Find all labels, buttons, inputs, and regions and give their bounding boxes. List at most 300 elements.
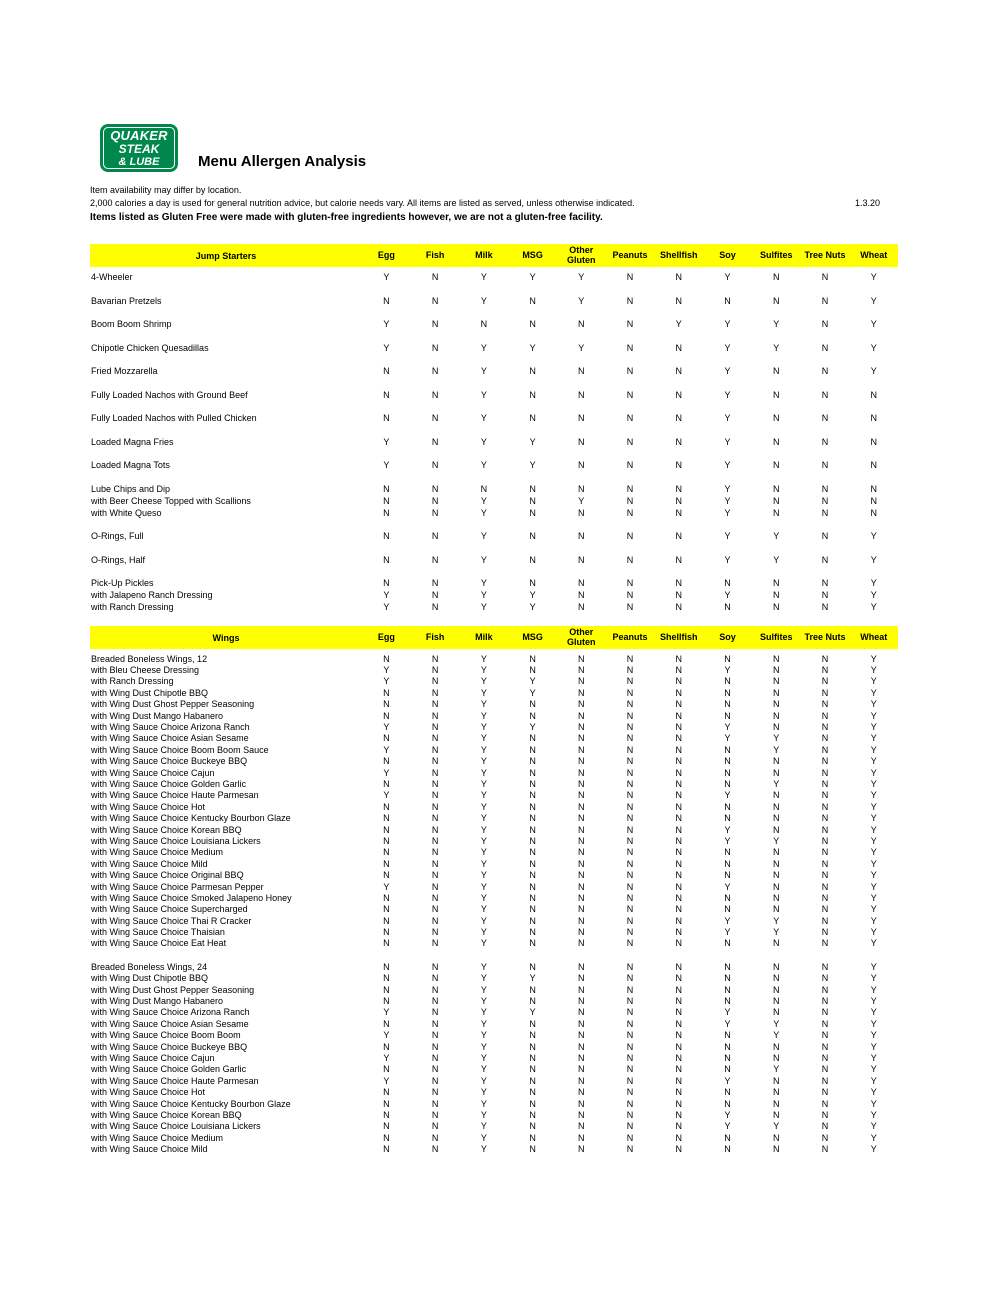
allergen-flag: N (529, 1064, 536, 1075)
allergen-flag: Y (870, 722, 877, 733)
allergen-flag: N (675, 531, 683, 541)
allergen-flag: Y (870, 870, 877, 881)
table-row (90, 318, 898, 330)
table-row (90, 687, 898, 698)
allergen-flag: N (383, 295, 390, 306)
allergen-flag: N (529, 824, 536, 835)
table-row (90, 412, 898, 424)
table-row (90, 601, 898, 613)
allergen-flag: N (431, 710, 439, 721)
allergen-flag: N (724, 756, 731, 767)
allergen-flag: N (772, 961, 780, 972)
allergen-flag: Y (480, 460, 487, 470)
allergen-flag: N (675, 389, 683, 400)
menu-item-name: with Wing Sauce Choice Asian Sesame (91, 733, 249, 744)
table-row (90, 1064, 898, 1075)
allergen-flag: N (578, 835, 585, 846)
allergen-flag: Y (529, 272, 536, 282)
menu-item-name: O-Rings, Half (91, 554, 146, 565)
allergen-flag: Y (870, 1121, 877, 1132)
allergen-flag: Y (773, 915, 780, 926)
menu-item-name: with Wing Dust Chipotle BBQ (91, 973, 209, 984)
allergen-flag: N (675, 961, 683, 972)
allergen-flag: N (821, 1109, 829, 1120)
menu-item-name: Loaded Magna Fries (91, 436, 174, 447)
table-row (90, 530, 898, 542)
allergen-flag: N (724, 1098, 731, 1109)
allergen-flag: N (772, 801, 780, 812)
allergen-flag: N (675, 710, 683, 721)
allergen-flag: N (529, 904, 536, 915)
menu-item-name: with Jalapeno Ranch Dressing (91, 590, 213, 600)
allergen-flag: N (529, 1121, 536, 1132)
allergen-flag: N (772, 578, 780, 588)
allergen-flag: Y (480, 813, 487, 824)
allergen-flag: N (529, 778, 536, 789)
allergen-flag: N (626, 858, 634, 869)
column-header: Wheat (860, 249, 888, 260)
allergen-flag: N (821, 858, 829, 869)
allergen-flag: Y (480, 1030, 487, 1041)
allergen-flag: N (626, 1132, 634, 1143)
allergen-flag: Y (870, 578, 877, 588)
allergen-flag: N (772, 881, 780, 892)
allergen-flag: N (626, 1007, 634, 1018)
allergen-flag: Y (870, 1098, 877, 1109)
allergen-flag: N (626, 915, 634, 926)
allergen-flag: N (772, 892, 780, 903)
menu-item-group (90, 577, 898, 613)
allergen-flag: N (578, 1030, 585, 1041)
allergen-flag: Y (724, 554, 731, 565)
allergen-flag: N (626, 824, 634, 835)
allergen-flag: N (626, 1030, 634, 1041)
allergen-flag: Y (480, 938, 487, 949)
allergen-flag: N (578, 554, 585, 565)
table-row (90, 721, 898, 732)
allergen-flag: Y (480, 904, 487, 915)
allergen-flag: N (772, 1087, 780, 1098)
allergen-flag: N (480, 319, 488, 329)
menu-item-name: with Wing Sauce Choice Arizona Ranch (91, 1007, 250, 1018)
allergen-flag: N (383, 984, 390, 995)
menu-item-name: with Wing Sauce Choice Buckeye BBQ (91, 1041, 248, 1052)
allergen-flag: N (383, 892, 390, 903)
menu-item-group (90, 342, 898, 354)
allergen-flag: N (821, 1075, 829, 1086)
allergen-flag: N (821, 272, 829, 282)
allergen-flag: N (821, 389, 829, 400)
menu-item-name: with Wing Sauce Choice Cajun (91, 1052, 215, 1063)
allergen-flag: N (675, 870, 683, 881)
allergen-flag: Y (578, 295, 585, 306)
table-row (90, 1143, 898, 1154)
allergen-flag: N (578, 722, 585, 733)
allergen-flag: Y (480, 915, 487, 926)
allergen-flag: Y (724, 272, 731, 282)
allergen-flag: Y (773, 1030, 780, 1041)
allergen-flag: N (578, 319, 585, 329)
allergen-flag: N (626, 272, 634, 282)
allergen-flag: N (626, 495, 634, 506)
allergen-flag: N (529, 870, 536, 881)
allergen-flag: Y (724, 927, 731, 938)
allergen-flag: N (724, 904, 731, 915)
allergen-flag: N (675, 847, 683, 858)
allergen-flag: Y (870, 892, 877, 903)
allergen-flag: N (772, 722, 780, 733)
allergen-flag: N (821, 767, 829, 778)
allergen-flag: N (383, 1109, 390, 1120)
allergen-flag: N (772, 460, 780, 470)
table-row (90, 801, 898, 812)
allergen-flag: N (870, 436, 877, 447)
allergen-flag: Y (480, 858, 487, 869)
allergen-flag: N (431, 460, 439, 470)
allergen-flag: N (626, 1121, 634, 1132)
allergen-flag: N (821, 495, 829, 506)
allergen-flag: Y (870, 272, 877, 282)
table-row (90, 554, 898, 566)
allergen-flag: Y (724, 389, 731, 400)
allergen-flag: Y (870, 858, 877, 869)
allergen-flag: N (724, 687, 731, 698)
allergen-flag: N (675, 756, 683, 767)
allergen-flag: N (772, 1109, 780, 1120)
allergen-flag: Y (480, 578, 487, 588)
allergen-flag: Y (870, 366, 877, 376)
allergen-flag: N (529, 483, 536, 494)
allergen-flag: N (821, 1087, 829, 1098)
allergen-flag: N (383, 578, 390, 588)
menu-item-name: Fully Loaded Nachos with Pulled Chicken (91, 413, 257, 423)
allergen-flag: N (772, 272, 780, 282)
allergen-flag: Y (870, 881, 877, 892)
allergen-flag: N (578, 824, 585, 835)
allergen-flag: N (431, 938, 439, 949)
allergen-flag: Y (773, 1018, 780, 1029)
allergen-flag: N (529, 801, 536, 812)
allergen-flag: N (821, 602, 829, 612)
version-number: 1.3.20 (854, 198, 880, 208)
allergen-flag: N (675, 366, 683, 376)
allergen-flag: Y (383, 460, 390, 470)
allergen-flag: N (821, 460, 829, 470)
menu-item-name: with Wing Sauce Choice Louisiana Lickers (91, 1121, 261, 1132)
allergen-flag: N (383, 1132, 390, 1143)
allergen-flag: N (772, 1144, 780, 1155)
table-row (90, 824, 898, 835)
allergen-flag: Y (773, 927, 780, 938)
allergen-flag: N (529, 767, 536, 778)
menu-item-group (90, 412, 898, 424)
allergen-flag: N (821, 319, 829, 329)
allergen-flag: N (578, 813, 585, 824)
allergen-flag: N (675, 881, 683, 892)
allergen-flag: N (578, 710, 585, 721)
allergen-flag: Y (480, 1121, 487, 1132)
allergen-flag: Y (529, 590, 536, 600)
allergen-flag: N (431, 801, 439, 812)
menu-item-name: Chipotle Chicken Quesadillas (91, 342, 209, 353)
allergen-flag: N (626, 460, 634, 470)
allergen-flag: N (529, 881, 536, 892)
allergen-flag: Y (724, 483, 731, 494)
allergen-flag: Y (480, 366, 487, 376)
allergen-flag: N (772, 1007, 780, 1018)
allergen-flag: N (383, 389, 390, 400)
allergen-flag: N (821, 927, 829, 938)
allergen-flag: Y (870, 915, 877, 926)
note-availability: Item availability may differ by location. (90, 185, 242, 195)
table-row (90, 653, 898, 664)
allergen-flag: Y (724, 495, 731, 506)
allergen-flag: Y (773, 1064, 780, 1075)
table-row (90, 926, 898, 937)
allergen-flag: N (431, 653, 439, 664)
allergen-flag: N (772, 507, 780, 518)
allergen-flag: N (870, 389, 877, 400)
allergen-flag: N (821, 722, 829, 733)
allergen-flag: N (772, 590, 780, 600)
allergen-flag: N (821, 710, 829, 721)
menu-item-name: with Wing Sauce Choice Thai R Cracker (91, 915, 252, 926)
allergen-flag: Y (480, 756, 487, 767)
allergen-flag: N (578, 578, 585, 588)
allergen-flag: N (431, 847, 439, 858)
table-row (90, 699, 898, 710)
column-header: Other Gluten (567, 627, 596, 647)
section-title: Jump Starters (195, 250, 257, 261)
allergen-flag: N (626, 961, 634, 972)
allergen-flag: Y (480, 881, 487, 892)
allergen-flag: N (675, 483, 683, 494)
allergen-flag: N (772, 495, 780, 506)
allergen-flag: N (675, 927, 683, 938)
allergen-flag: Y (870, 665, 877, 676)
notes-block (90, 184, 898, 225)
menu-item-name: with Wing Sauce Choice Smoked Jalapeno Honey (91, 892, 292, 903)
allergen-flag: N (821, 1007, 829, 1018)
allergen-flag: N (578, 1144, 585, 1155)
allergen-flag: N (529, 938, 536, 949)
allergen-flag: N (578, 1087, 585, 1098)
menu-item-name: with White Queso (91, 507, 162, 518)
menu-item-name: Pick-Up Pickles (91, 578, 154, 588)
allergen-flag: N (626, 687, 634, 698)
allergen-flag: N (578, 984, 585, 995)
allergen-flag: Y (724, 413, 731, 423)
allergen-flag: N (431, 687, 439, 698)
allergen-flag: N (675, 1144, 683, 1155)
allergen-flag: N (431, 858, 439, 869)
table-row (90, 436, 898, 448)
allergen-flag: N (431, 1052, 439, 1063)
menu-item-group (90, 365, 898, 377)
allergen-flag: Y (480, 1052, 487, 1063)
allergen-flag: N (724, 1087, 731, 1098)
allergen-flag: N (724, 710, 731, 721)
menu-item-name: with Wing Sauce Choice Original BBQ (91, 870, 244, 881)
allergen-flag: N (431, 590, 439, 600)
allergen-flag: N (675, 744, 683, 755)
column-header: Sulfites (759, 249, 793, 260)
allergen-flag: N (724, 847, 731, 858)
allergen-flag: N (675, 1041, 683, 1052)
allergen-flag: N (431, 915, 439, 926)
table-row (90, 744, 898, 755)
menu-item-name: with Wing Dust Mango Habanero (91, 710, 224, 721)
allergen-flag: N (578, 436, 585, 447)
menu-item-name: Breaded Boneless Wings, 12 (91, 653, 208, 664)
allergen-flag: Y (724, 665, 731, 676)
table-row (90, 847, 898, 858)
allergen-flag: N (529, 858, 536, 869)
menu-item-name: with Beer Cheese Topped with Scallions (91, 495, 251, 506)
allergen-flag: Y (724, 835, 731, 846)
allergen-flag: N (675, 578, 683, 588)
allergen-flag: Y (480, 676, 487, 687)
allergen-flag: N (383, 801, 390, 812)
table-row (90, 1109, 898, 1120)
table-row (90, 961, 898, 972)
menu-item-name: with Wing Sauce Choice Asian Sesame (91, 1018, 249, 1029)
table-row (90, 756, 898, 767)
allergen-flag: N (578, 927, 585, 938)
menu-item-name: Fried Mozzarella (91, 366, 158, 376)
allergen-flag: Y (480, 1132, 487, 1143)
allergen-flag: N (578, 858, 585, 869)
allergen-flag: Y (529, 973, 536, 984)
allergen-flag: N (383, 1041, 390, 1052)
allergen-flag: N (675, 1007, 683, 1018)
allergen-flag: N (578, 1007, 585, 1018)
table-row (90, 778, 898, 789)
allergen-flag: N (626, 1052, 634, 1063)
menu-item-group (90, 459, 898, 471)
table-row (90, 1018, 898, 1029)
allergen-flag: Y (870, 790, 877, 801)
column-header: Milk (475, 249, 493, 260)
allergen-flag: N (529, 578, 536, 588)
allergen-flag: N (578, 1041, 585, 1052)
menu-item-name: with Ranch Dressing (91, 602, 174, 612)
allergen-flag: N (578, 483, 585, 494)
column-header: Tree Nuts (804, 249, 846, 260)
menu-item-name: with Wing Dust Chipotle BBQ (91, 687, 209, 698)
allergen-flag: N (431, 554, 439, 565)
column-header: Other Gluten (567, 245, 596, 265)
allergen-flag: N (821, 676, 829, 687)
menu-item-name: with Wing Sauce Choice Parmesan Pepper (91, 881, 264, 892)
allergen-flag: N (821, 756, 829, 767)
column-header: MSG (522, 631, 543, 642)
allergen-flag: Y (529, 602, 536, 612)
allergen-flag: N (431, 824, 439, 835)
menu-item-name: with Wing Sauce Choice Thaisian (91, 927, 225, 938)
allergen-tables (90, 244, 898, 1155)
allergen-flag: N (821, 984, 829, 995)
allergen-flag: N (529, 495, 536, 506)
table-row (90, 881, 898, 892)
allergen-flag: N (724, 602, 731, 612)
allergen-flag: Y (724, 366, 731, 376)
allergen-flag: N (675, 495, 683, 506)
allergen-flag: N (578, 915, 585, 926)
allergen-flag: Y (724, 319, 731, 329)
allergen-flag: N (772, 767, 780, 778)
allergen-flag: Y (480, 1144, 487, 1155)
menu-item-name: with Wing Sauce Choice Eat Heat (91, 938, 227, 949)
allergen-flag: N (626, 847, 634, 858)
menu-item-name: with Wing Sauce Choice Hot (91, 801, 206, 812)
allergen-flag: N (626, 1041, 634, 1052)
allergen-flag: Y (480, 961, 487, 972)
allergen-flag: Y (870, 554, 877, 565)
allergen-flag: Y (383, 676, 390, 687)
allergen-flag: N (383, 710, 390, 721)
allergen-flag: N (626, 665, 634, 676)
allergen-flag: Y (480, 927, 487, 938)
menu-item-group (90, 295, 898, 307)
allergen-flag: Y (480, 531, 487, 541)
allergen-flag: N (675, 790, 683, 801)
allergen-flag: N (383, 507, 390, 518)
allergen-flag: N (821, 904, 829, 915)
menu-item-name: with Ranch Dressing (91, 676, 174, 687)
table-row (90, 577, 898, 589)
allergen-flag: Y (480, 801, 487, 812)
allergen-flag: N (821, 938, 829, 949)
allergen-flag: N (724, 1052, 731, 1063)
allergen-flag: Y (870, 1052, 877, 1063)
allergen-flag: N (578, 590, 585, 600)
allergen-flag: N (821, 744, 829, 755)
allergen-flag: N (431, 767, 439, 778)
table-row (90, 767, 898, 778)
menu-item-name: with Wing Sauce Choice Haute Parmesan (91, 1075, 259, 1086)
allergen-flag: N (578, 801, 585, 812)
allergen-flag: Y (773, 554, 780, 565)
allergen-flag: N (821, 881, 829, 892)
allergen-flag: N (578, 1121, 585, 1132)
allergen-flag: Y (480, 1007, 487, 1018)
allergen-flag: Y (870, 710, 877, 721)
menu-item-name: with Wing Sauce Choice Supercharged (91, 904, 248, 915)
allergen-flag: N (724, 892, 731, 903)
menu-item-name: with Wing Sauce Choice Korean BBQ (91, 824, 242, 835)
allergen-flag: N (821, 824, 829, 835)
table-row (90, 973, 898, 984)
allergen-flag: Y (870, 801, 877, 812)
allergen-flag: N (675, 938, 683, 949)
allergen-flag: N (675, 1018, 683, 1029)
allergen-flag: N (431, 676, 439, 687)
allergen-flag: Y (480, 495, 487, 506)
allergen-flag: Y (870, 1018, 877, 1029)
allergen-flag: Y (480, 590, 487, 600)
allergen-flag: N (675, 436, 683, 447)
column-header: Sulfites (759, 631, 793, 642)
allergen-flag: N (431, 578, 439, 588)
allergen-flag: N (578, 767, 585, 778)
menu-item-name: with Wing Sauce Choice Haute Parmesan (91, 790, 259, 801)
allergen-flag: N (626, 938, 634, 949)
allergen-flag: Y (480, 554, 487, 565)
allergen-flag: N (626, 1109, 634, 1120)
allergen-flag: Y (480, 870, 487, 881)
allergen-flag: N (578, 892, 585, 903)
